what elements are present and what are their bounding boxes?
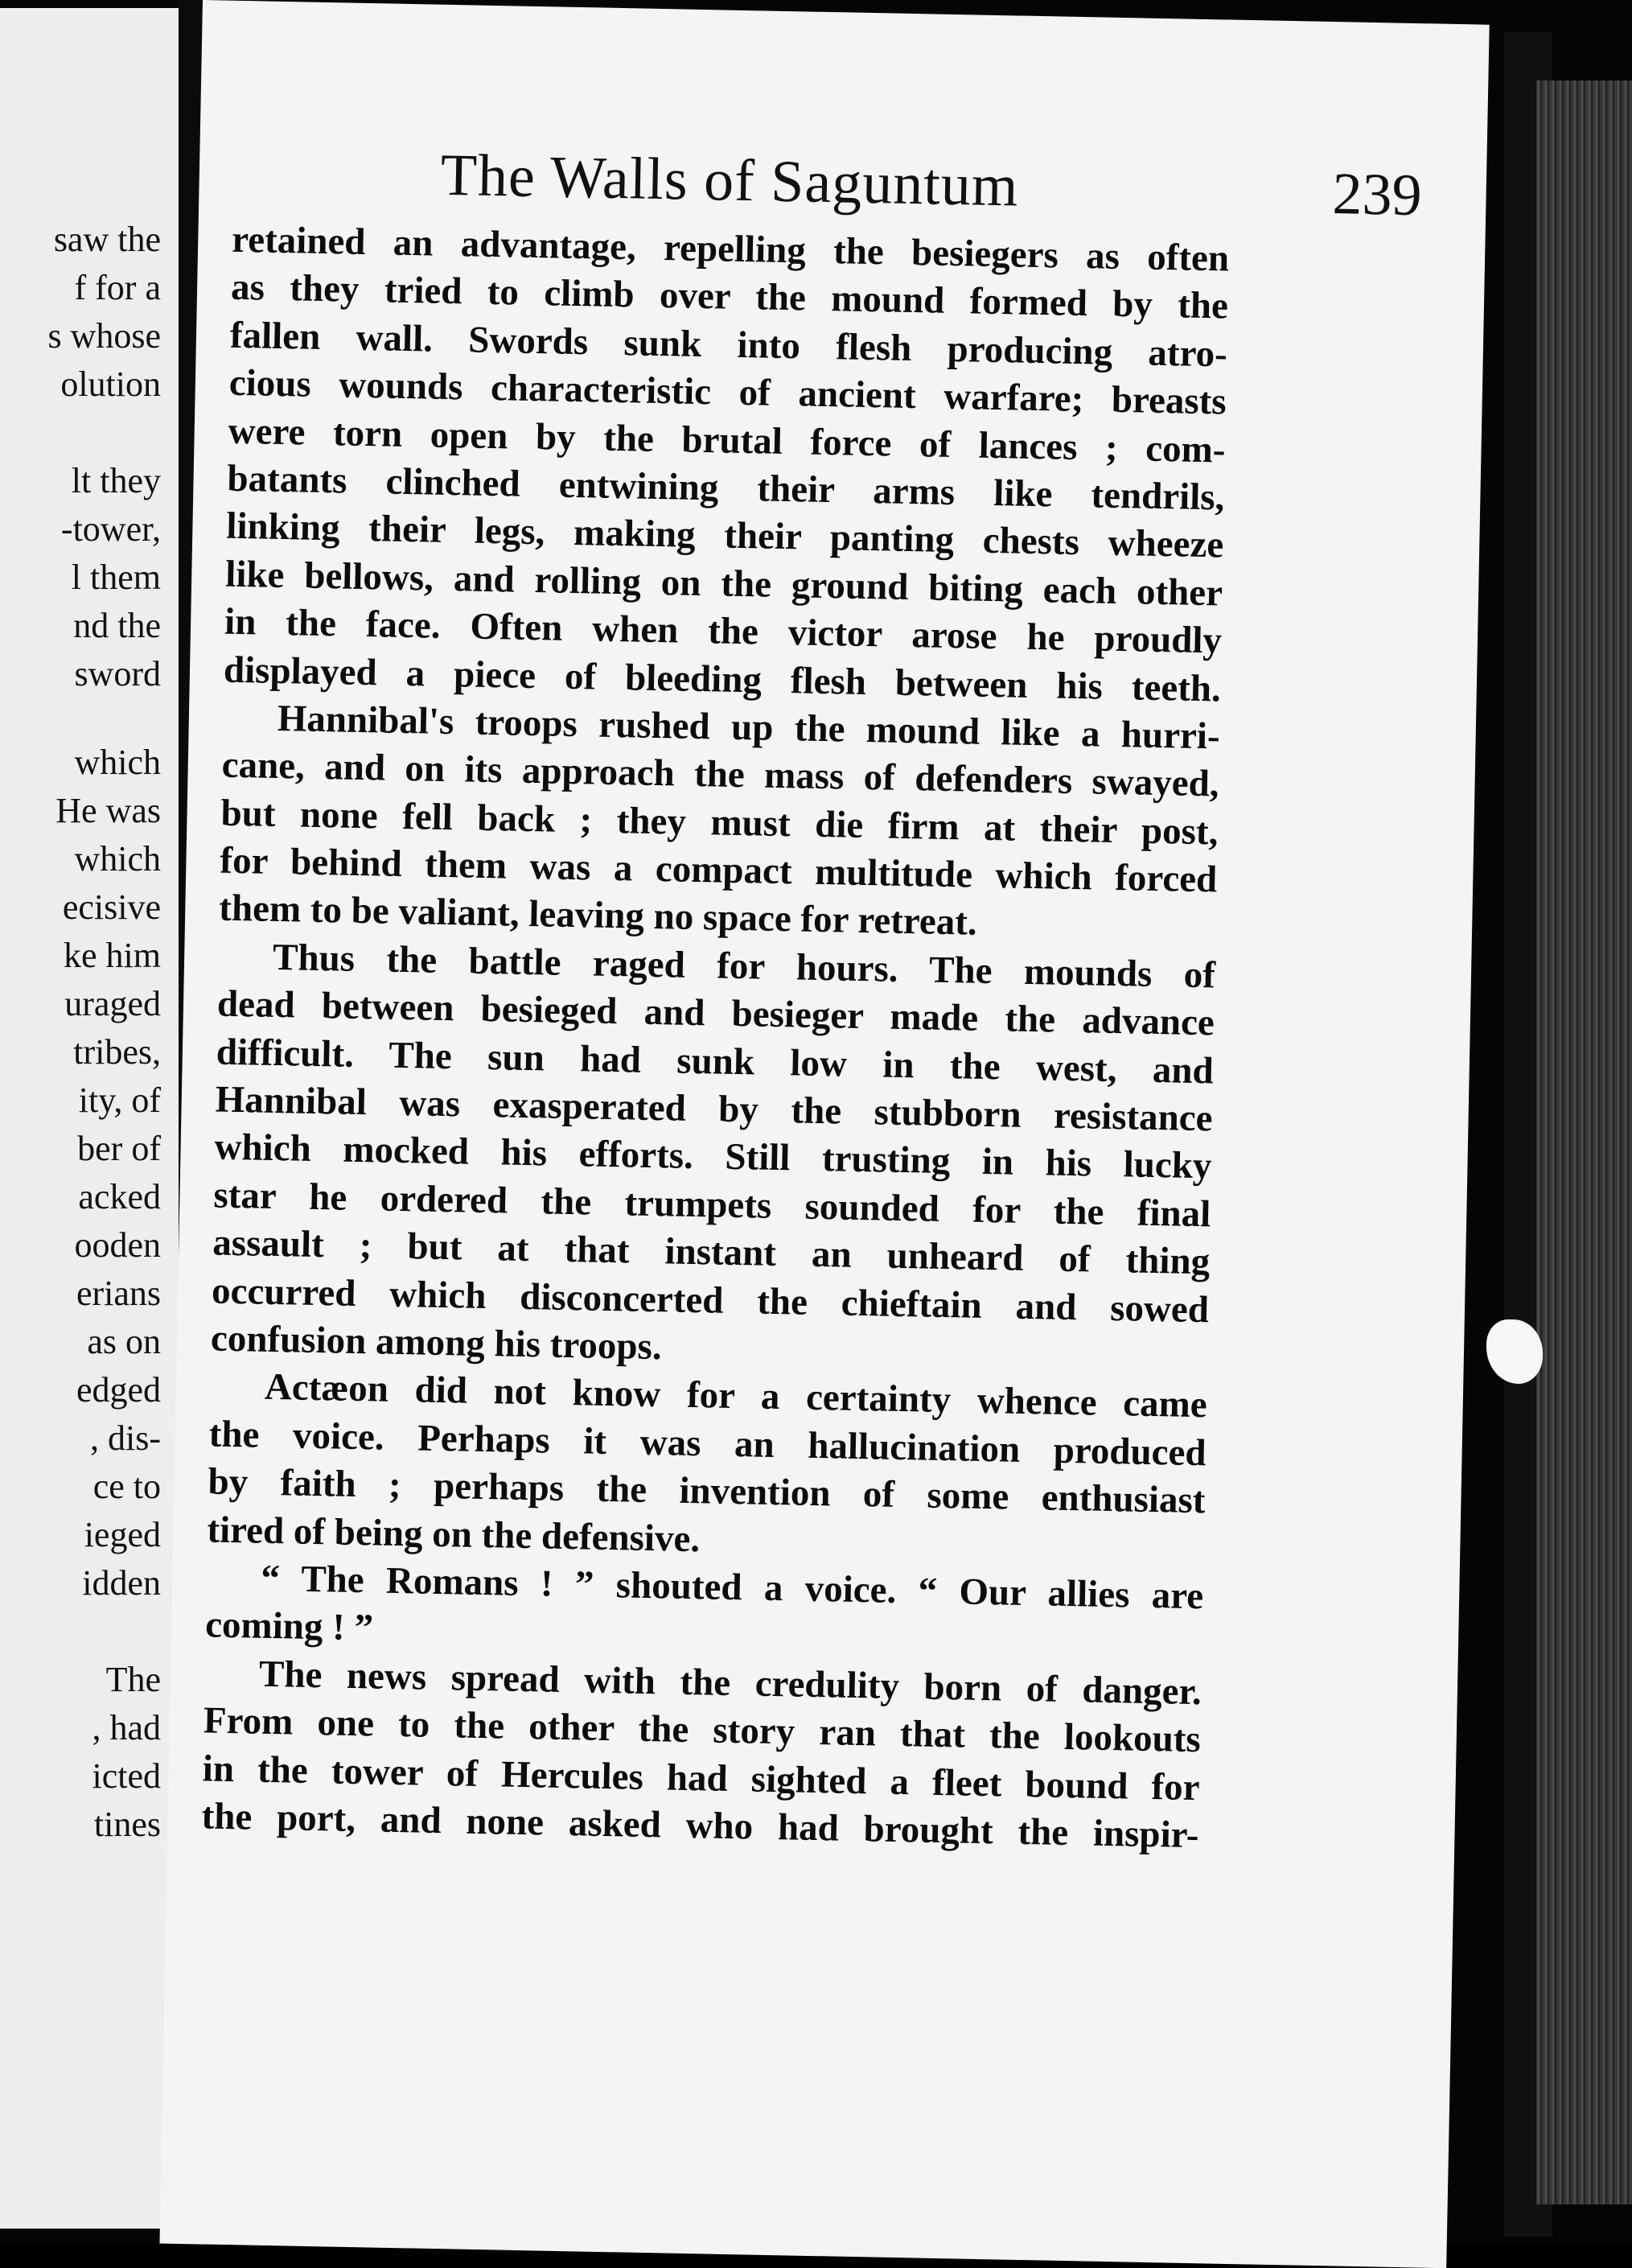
paper-tear-mark	[1486, 1319, 1543, 1384]
text-line: tired of being on the defensive.	[207, 1509, 701, 1560]
left-page-line: ber of	[77, 1129, 161, 1168]
text-line: which mocked his efforts. Still trusting in his lucky	[214, 1126, 1212, 1188]
left-page-line: -tower,	[60, 509, 161, 549]
book-page-edges	[1536, 80, 1632, 2204]
text-line: cious wounds characteristic of ancient warfare; breasts	[228, 361, 1227, 423]
text-line: for behind them was a compact multitude which forced	[219, 839, 1218, 901]
text-line: assault ; but at that instant an unheard of thing	[212, 1221, 1211, 1283]
text-line: displayed a piece of bleeding flesh between his teeth.	[223, 648, 1222, 710]
left-page-line: which	[74, 839, 161, 879]
text-line: in the tower of Hercules had sighted a fleet bound for	[202, 1747, 1201, 1809]
text-line: Thus the battle raged for hours. The mounds of	[272, 936, 1216, 997]
left-page-line: lt they	[71, 461, 161, 500]
left-page-line: ity, of	[78, 1080, 161, 1120]
left-page-line: ecisive	[62, 887, 161, 927]
left-page-line: ieged	[84, 1515, 161, 1554]
text-line: The news spread with the credulity born of danger.	[258, 1653, 1202, 1713]
text-line: Actæon did not know for a certainty whence came	[264, 1366, 1208, 1426]
left-page-line: sword	[74, 654, 161, 694]
left-page-line: uraged	[64, 984, 161, 1023]
left-page-line: as on	[87, 1322, 161, 1361]
running-title: The Walls of Saguntum	[440, 142, 1020, 220]
left-page-line: f for a	[74, 268, 161, 307]
left-page-line: which	[74, 743, 161, 782]
text-line: difficult. The sun had sunk low in the west, and	[216, 1031, 1215, 1093]
text-line: Hannibal's troops rushed up the mound like a hurri-	[277, 697, 1221, 758]
left-page-line: The	[105, 1660, 161, 1699]
text-line: From one to the other the story ran that the lookouts	[203, 1699, 1202, 1761]
left-page-line: tines	[93, 1805, 161, 1844]
text-line: star he ordered the trumpets sounded for the final	[212, 1174, 1211, 1236]
text-line: confusion among his troops.	[210, 1317, 663, 1369]
text-line: them to be valiant, leaving no space for retreat.	[218, 887, 978, 945]
text-line: occurred which disconcerted the chieftain and sowed	[211, 1270, 1210, 1331]
left-page-line: nd the	[73, 606, 161, 645]
left-page-line: olution	[60, 364, 161, 404]
text-line: by faith ; perhaps the invention of some enthusiast	[208, 1460, 1206, 1522]
left-page-line: , had	[92, 1708, 161, 1747]
left-page-line: , dis-	[90, 1418, 161, 1458]
text-line: in the face. Often when the victor arose he proudly	[224, 600, 1223, 662]
text-line: retained an advantage, repelling the besiegers as often	[231, 218, 1230, 280]
text-line: as they tried to climb over the mound formed by the	[230, 266, 1229, 327]
text-line: batants clinched entwining their arms like tendrils,	[227, 457, 1225, 519]
text-line: dead between besieged and besieger made the advance	[216, 982, 1215, 1044]
page-number: 239	[1331, 161, 1423, 229]
text-line: cane, and on its approach the mass of defenders swayed,	[221, 743, 1220, 805]
left-facing-page	[0, 8, 179, 2229]
text-line: like bellows, and rolling on the ground biting each other	[224, 553, 1223, 615]
left-page-line: ooden	[74, 1225, 161, 1265]
left-page-line: He was	[55, 791, 161, 830]
left-page-line: edged	[76, 1370, 161, 1410]
text-line: were torn open by the brutal force of lances ; com-	[228, 410, 1227, 471]
left-page-line: s whose	[47, 316, 161, 356]
body-text	[201, 216, 1230, 1860]
right-page	[159, 0, 1489, 2268]
left-page-line: saw the	[53, 220, 161, 259]
running-head	[440, 142, 1423, 233]
left-page-line: icted	[92, 1756, 161, 1796]
text-line: the port, and none asked who had brought the inspir-	[201, 1795, 1199, 1857]
left-page-line: acked	[78, 1177, 161, 1216]
left-page-line: tribes,	[73, 1032, 161, 1072]
left-page-line: idden	[82, 1563, 161, 1603]
text-line: but none fell back ; they must die firm at their post,	[220, 792, 1219, 854]
text-line: Hannibal was exasperated by the stubborn resistance	[215, 1078, 1214, 1140]
text-line: “ The Romans ! ” shouted a voice. “ Our allies are	[260, 1557, 1204, 1618]
text-line: fallen wall. Swords sunk into flesh producing atro-	[229, 314, 1228, 376]
left-page-line: ke him	[64, 936, 161, 975]
left-page-line: l them	[71, 558, 161, 597]
text-line: the voice. Perhaps it was an hallucination produced	[208, 1413, 1207, 1475]
left-page-line: ce to	[92, 1467, 161, 1506]
text-line: linking their legs, making their panting chests wheeze	[225, 505, 1224, 566]
text-line: coming ! ”	[204, 1603, 374, 1649]
left-page-line: erians	[76, 1274, 161, 1313]
